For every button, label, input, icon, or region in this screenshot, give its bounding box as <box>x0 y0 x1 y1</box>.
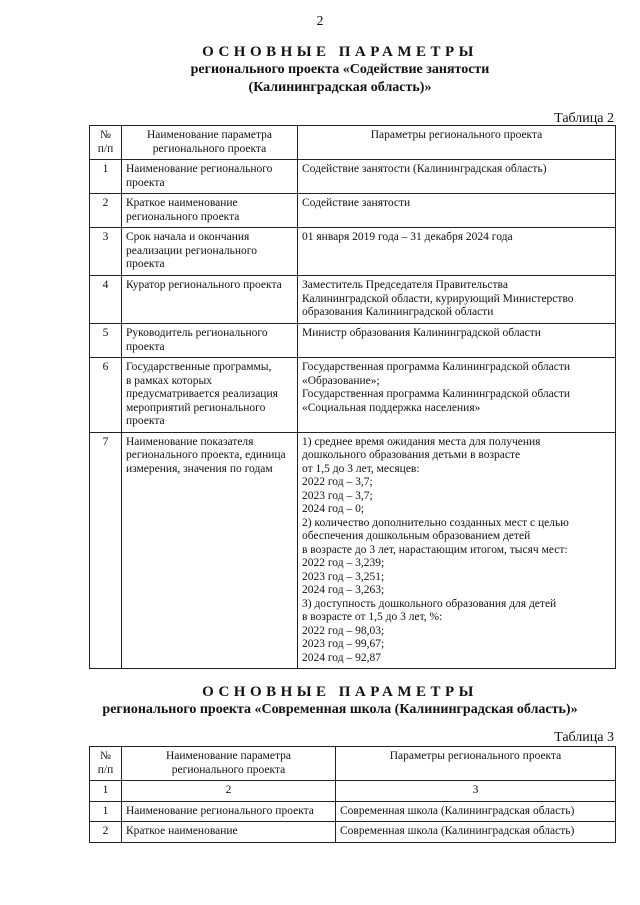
row-parameter-value: Заместитель Председателя Правительства Калининградской области, курирующий Министерство образования Калининградской области <box>298 276 616 324</box>
section2-subtitle-line1: регионального проекта «Современная школа (Калининградская область)» <box>102 702 578 717</box>
section1-title: ОСНОВНЫЕ ПАРАМЕТРЫ <box>202 44 478 60</box>
row-parameter-name: Руководитель регионального проекта <box>122 324 298 358</box>
row-parameter-name: Наименование регионального проекта <box>122 801 336 822</box>
row-number: 7 <box>90 432 122 669</box>
row-number: 4 <box>90 276 122 324</box>
table-row <box>90 228 616 276</box>
section1-subtitle-line2: (Калининградская область)» <box>248 80 432 95</box>
row-parameter-value: Современная школа (Калининградская область) <box>336 822 616 843</box>
table2 <box>89 125 616 669</box>
row-number: 3 <box>90 228 122 276</box>
table2-header-name: Наименование параметра регионального проекта <box>122 126 298 160</box>
table-row <box>90 194 616 228</box>
table3-label: Таблица 3 <box>554 730 614 745</box>
table2-label: Таблица 2 <box>554 111 614 126</box>
section2-title: ОСНОВНЫЕ ПАРАМЕТРЫ <box>202 684 478 700</box>
row-parameter-name: Краткое наименование <box>122 822 336 843</box>
section2-heading <box>60 684 620 719</box>
table-row <box>90 324 616 358</box>
table3 <box>89 746 616 843</box>
row-number: 2 <box>90 194 122 228</box>
row-number: 2 <box>90 822 122 843</box>
table2-header-row <box>90 126 616 160</box>
row-parameter-value: 01 января 2019 года – 31 декабря 2024 года <box>298 228 616 276</box>
row-parameter-value: Государственная программа Калининградской области «Образование»; Государственная программа Калининградской области «Социальная поддержка населения» <box>298 358 616 433</box>
row-parameter-name: Краткое наименование регионального проекта <box>122 194 298 228</box>
page-number: 2 <box>316 14 324 29</box>
column-index-2: 2 <box>122 781 336 802</box>
row-parameter-name: Наименование регионального проекта <box>122 160 298 194</box>
table3-header-num: № п/п <box>90 747 122 781</box>
table-row <box>90 276 616 324</box>
row-parameter-name: Государственные программы, в рамках которых предусматривается реализация мероприятий регионального проекта <box>122 358 298 433</box>
row-parameter-value: Современная школа (Калининградская область) <box>336 801 616 822</box>
table-row <box>90 801 616 822</box>
section1-subtitle-line1: регионального проекта «Содействие занятости <box>190 62 490 77</box>
table-row <box>90 822 616 843</box>
row-number: 6 <box>90 358 122 433</box>
table3-header-row <box>90 747 616 781</box>
column-index-1: 1 <box>90 781 122 802</box>
table3-header-name: Наименование параметра регионального проекта <box>122 747 336 781</box>
row-parameter-name: Наименование показателя регионального проекта, единица измерения, значения по годам <box>122 432 298 669</box>
row-parameter-value: Министр образования Калининградской области <box>298 324 616 358</box>
column-index-3: 3 <box>336 781 616 802</box>
table3-index-row <box>90 781 616 802</box>
row-parameter-value: Содействие занятости (Калининградская область) <box>298 160 616 194</box>
row-parameter-value: Содействие занятости <box>298 194 616 228</box>
row-number: 1 <box>90 801 122 822</box>
table-row <box>90 432 616 669</box>
row-parameter-value: 1) среднее время ожидания места для получения дошкольного образования детьми в возрасте от 1,5 до 3 лет, месяцев: 2022 год – 3,7; 2023 год – 3,7; 2024 год – 0; 2) количество дополнительно созданных мест с целью обеспечения дошкольным образованием детей в возрасте до 3 лет, нарастающим итогом, тысяч мест: 2022 год – 3,239; 2023 год – 3,251; 2024 год – 3,263; 3) доступность дошкольного образования для детей в возрасте от 1,5 до 3 лет, %: 2022 год – 98,03; 2023 год – 99,67; 2024 год – 92,87 <box>298 432 616 669</box>
table2-header-num: № п/п <box>90 126 122 160</box>
section1-heading <box>60 44 620 97</box>
row-parameter-name: Срок начала и окончания реализации регионального проекта <box>122 228 298 276</box>
table-row <box>90 160 616 194</box>
table-row <box>90 358 616 433</box>
row-number: 5 <box>90 324 122 358</box>
table3-header-value: Параметры регионального проекта <box>336 747 616 781</box>
row-number: 1 <box>90 160 122 194</box>
table2-header-value: Параметры регионального проекта <box>298 126 616 160</box>
row-parameter-name: Куратор регионального проекта <box>122 276 298 324</box>
